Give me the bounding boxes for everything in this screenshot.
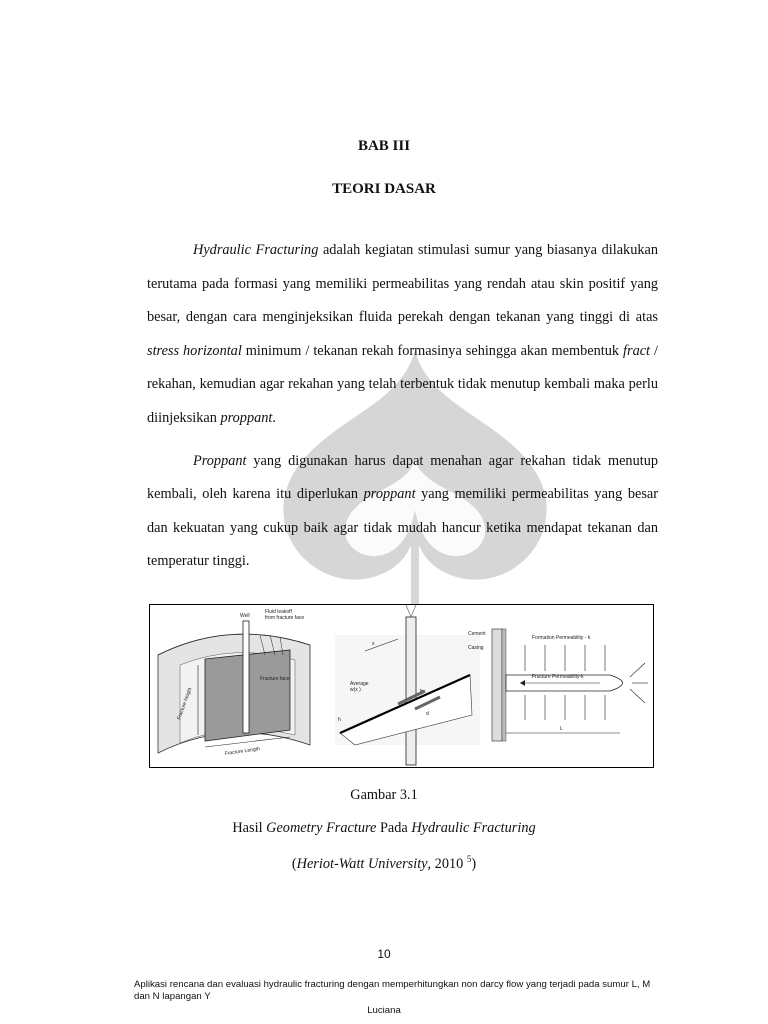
- chapter-title: TEORI DASAR: [332, 181, 436, 197]
- label-formation-permeability: Formation Permeability - k: [532, 635, 591, 641]
- label-fracture-permeability: Fracture Permeability-k: [532, 674, 584, 680]
- figure-source: (Heriot-Watt University, 2010 $^5$): [291, 854, 477, 872]
- body-paragraph: Proppant yang digunakan harus dapat menahan agar rekahan tidak menutup kembali, oleh karena itu diperlukan proppant yang memiliki permeabilitas yang besar dan kekuatan yang cukup baik agar tidak mudah hancur ketika mendapat tekanan dan temperatur tinggi.: [147, 452, 658, 570]
- label-well: Well: [240, 613, 250, 619]
- label-fracture-height: Fracture height: [176, 687, 194, 721]
- fracture-flow-diagram: [468, 629, 648, 741]
- label-df: d: [426, 711, 429, 717]
- label-cement: Cement: [468, 631, 486, 637]
- label-fluid-leakoff: Fluid leakoff: [265, 609, 292, 615]
- fracture-3d-diagram: [158, 609, 310, 757]
- footer-author: Luciana: [367, 1005, 401, 1016]
- hydraulic-fracture-geometry-figure: [149, 604, 654, 768]
- label-average: Average: [350, 681, 369, 687]
- label-casing: Casing: [468, 645, 484, 651]
- body-text: [147, 234, 658, 588]
- label-xf: x: [372, 641, 375, 647]
- page-number: 10: [377, 947, 391, 961]
- label-fracture-face: Fracture face: [260, 676, 290, 682]
- label-lf: L: [560, 726, 563, 732]
- fracture-wing-diagram: [335, 605, 480, 765]
- body-paragraph: Hydraulic Fracturing adalah kegiatan stimulasi sumur yang biasanya dilakukan terutama pada formasi yang memiliki permeabilitas yang rendah atau skin positif yang besar, dengan cara menginjeksikan fluida perekah dengan tekanan yang tinggi di atas stress horizontal minimum / tekanan rekah formasinya sehingga akan membentuk fract / rekahan, kemudian agar rekahan yang telah terbentuk tidak menutup kembali maka perlu diinjeksikan proppant.: [147, 242, 658, 426]
- figure-title: Hasil Geometry Fracture Pada Hydraulic Fracturing: [232, 820, 536, 836]
- figure-number: Gambar 3.1: [350, 787, 418, 803]
- chapter-number: BAB III: [357, 138, 411, 154]
- label-from-fracture-face: from fracture face: [265, 615, 305, 621]
- label-fracture-length: Fracture Length: [224, 746, 261, 757]
- footer-thesis-title: Aplikasi rencana dan evaluasi hydraulic fracturing dengan memperhitungkan non darcy flow yang terjadi pada sumur L, M dan N lapangan Y: [134, 979, 651, 1002]
- label-w-xf: w(x ): [350, 687, 361, 693]
- label-hf: h: [338, 717, 341, 723]
